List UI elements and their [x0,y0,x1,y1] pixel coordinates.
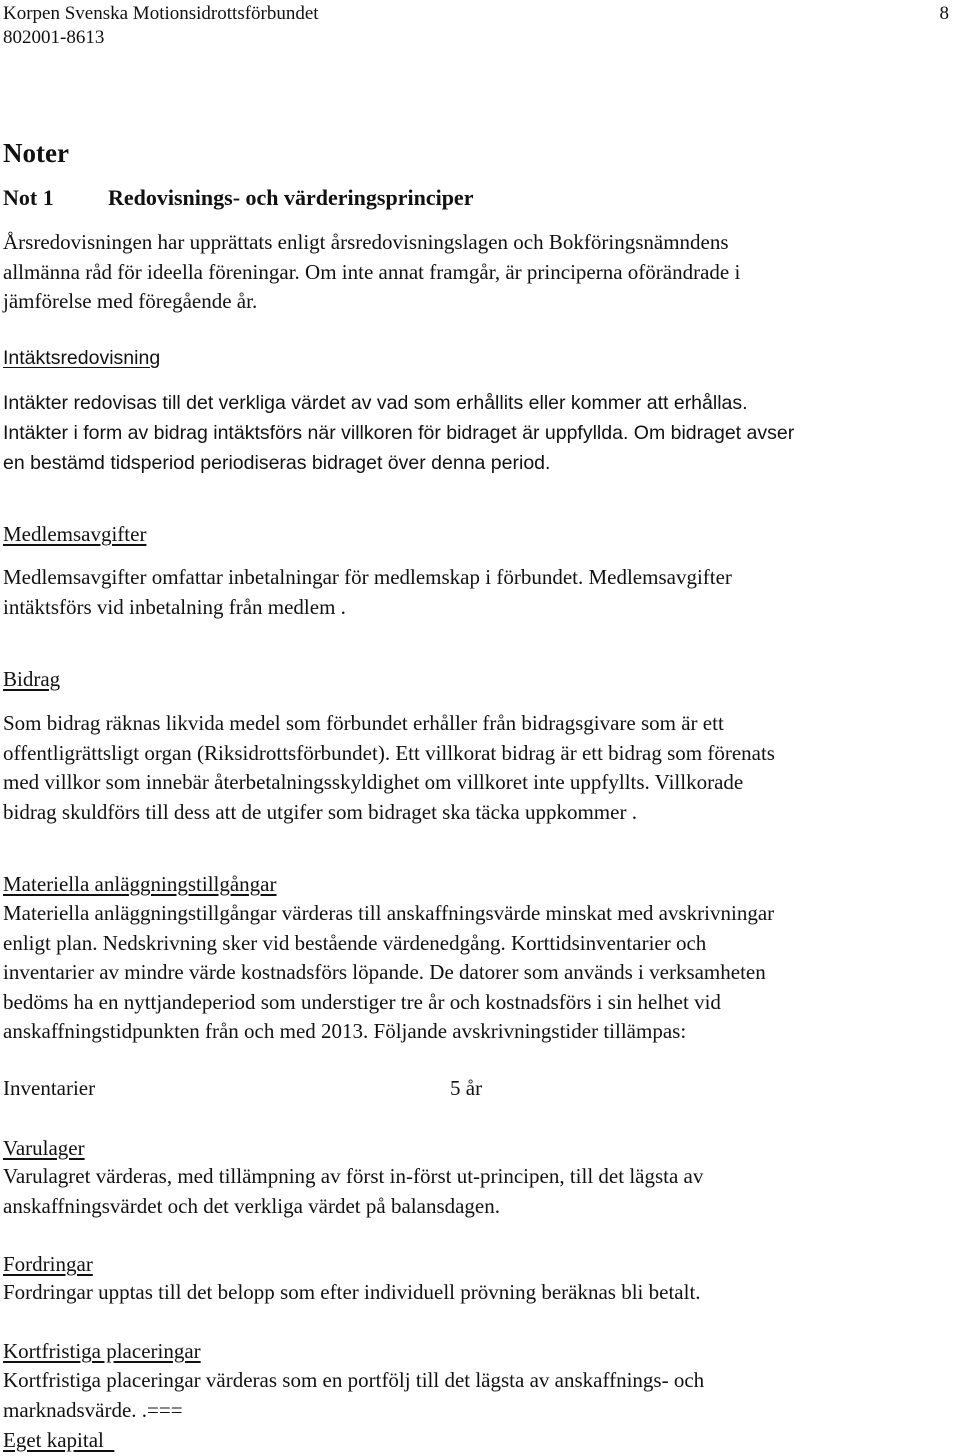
section-title: Noter [3,138,69,168]
intro-paragraph [3,228,958,317]
paragraph-line: intäktsförs vid inbetalning från medlem . [3,594,346,619]
bidrag-paragraph [3,709,958,827]
org-name: Korpen Svenska Motionsidrottsförbundet [3,3,319,24]
paragraph-line: anskaffningstidpunkten från och med 2013. Följande avskrivningstider tillämpas: [3,1019,687,1043]
paragraph-line: anskaffningsvärdet och det verkliga värdet på balansdagen. [3,1193,501,1218]
paragraph-line: jämförelse med föregående år. [3,289,258,313]
paragraph-line: Kortfristiga placeringar värderas som en portfölj till det lägsta av anskaffnings- och [3,1368,705,1392]
note-title: Redovisnings- och värderingsprinciper [108,185,474,210]
paragraph-line: en bestämd tidsperiod periodiseras bidraget över denna period. [3,452,551,474]
subheading-fordringar: Fordringar [3,1252,93,1276]
materiella-paragraph [3,899,958,1047]
fordringar-paragraph [3,1278,958,1308]
subheading-intaktsredovisning: Intäktsredovisning [3,347,161,369]
page-header [3,2,953,50]
varulager-paragraph [3,1162,958,1221]
medlemsavgifter-paragraph [3,563,958,622]
paragraph-line: marknadsvärde. .=== [3,1397,183,1422]
paragraph-line: bidrag skuldförs till dess att de utgifer som bidraget ska täcka uppkommer . [3,799,637,824]
depreciation-row [3,1074,483,1102]
depreciation-value: 5 år [450,1076,483,1100]
intaktsredovisning-paragraph [3,388,958,478]
subheading-materiella: Materiella anläggningstillgångar [3,872,277,896]
paragraph-line: Fordringar upptas till det belopp som efter individuell prövning beräknas bli betalt. [3,1280,701,1304]
paragraph-line: Varulagret värderas, med tillämpning av först in-först ut-principen, till det lägsta av [3,1164,704,1188]
note-number: Not 1 [3,185,54,210]
paragraph-line: Materiella anläggningstillgångar värderas till anskaffningsvärde minskat med avskrivningar [3,901,775,925]
page-number: 8 [939,3,949,24]
depreciation-label: Inventarier [3,1076,96,1100]
paragraph-line: offentligrättsligt organ (Riksidrottsförbundet). Ett villkorat bidrag är ett bidrag som förenats [3,740,775,765]
kortfristiga-paragraph [3,1366,958,1425]
subheading-eget-kapital: Eget kapital [3,1428,115,1452]
subheading-kortfristiga: Kortfristiga placeringar [3,1339,201,1363]
paragraph-line: bedöms ha en nyttjandeperiod som understiger tre år och kostnadsförs i sin helhet vid [3,989,721,1014]
paragraph-line: Årsredovisningen har upprättats enligt årsredovisningslagen och Bokföringsnämndens [3,230,729,254]
paragraph-line: Intäkter i form av bidrag intäktsförs när villkoren för bidraget är uppfyllda. Om bidraget avser [3,422,795,444]
subheading-bidrag: Bidrag [3,667,61,691]
paragraph-line: allmänna råd för ideella föreningar. Om inte annat framgår, är principerna oförändrade i [3,259,741,284]
subheading-varulager: Varulager [3,1136,85,1160]
org-number: 802001-8613 [3,27,105,48]
note-heading [3,184,473,212]
subheading-medlemsavgifter: Medlemsavgifter [3,522,147,546]
paragraph-line: med villkor som innebär återbetalningsskyldighet om villkoret inte uppfyllts. Villkorade [3,770,744,794]
paragraph-line: Intäkter redovisas till det verkliga värdet av vad som erhållits eller kommer att erhållas. [3,392,748,414]
paragraph-line: enligt plan. Nedskrivning sker vid bestående värdenedgång. Korttidsinventarier och [3,930,707,955]
paragraph-line: Medlemsavgifter omfattar inbetalningar för medlemskap i förbundet. Medlemsavgifter [3,565,732,589]
paragraph-line: inventarier av mindre värde kostnadsförs löpande. De datorer som används i verksamheten [3,960,766,984]
paragraph-line: Som bidrag räknas likvida medel som förbundet erhåller från bidragsgivare som är ett [3,711,724,735]
